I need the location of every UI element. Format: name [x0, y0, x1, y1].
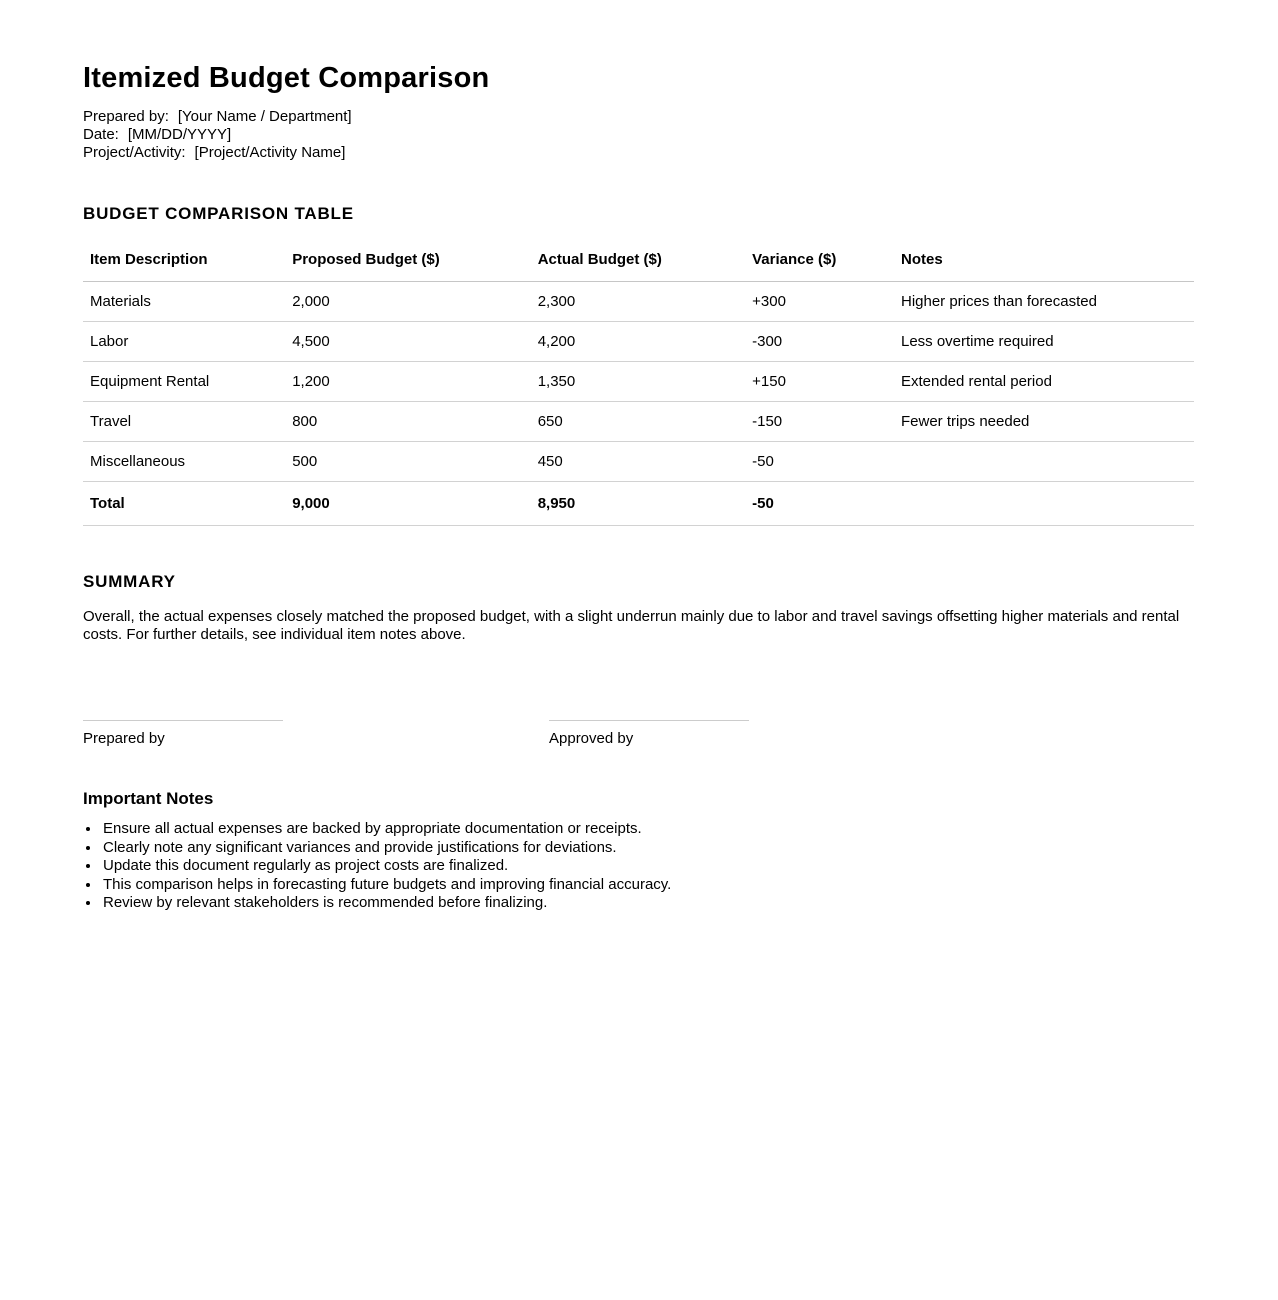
meta-date-label: Date: — [83, 126, 119, 143]
cell-actual: 450 — [531, 442, 745, 482]
cell-actual: 650 — [531, 402, 745, 442]
cell-item: Travel — [83, 402, 285, 442]
approved-by-label: Approved by — [549, 730, 634, 747]
meta-date-value: [MM/DD/YYYY] — [127, 126, 232, 143]
prepared-by-signature-block — [83, 720, 283, 747]
budget-table-heading: BUDGET COMPARISON TABLE — [83, 204, 354, 223]
cell-notes: Higher prices than forecasted — [894, 282, 1194, 322]
table-row — [83, 402, 1194, 442]
prepared-by-label: Prepared by — [83, 730, 165, 747]
cell-proposed: 2,000 — [285, 282, 531, 322]
table-row — [83, 362, 1194, 402]
table-row — [83, 282, 1194, 322]
column-header-variance: Variance ($) — [745, 251, 894, 282]
cell-actual: 2,300 — [531, 282, 745, 322]
summary-paragraph: Overall, the actual expenses closely matched the proposed budget, with a slight underrun mainly due to labor and travel savings offsetting higher materials and rental costs. For further details, see individual item notes above. — [83, 608, 1180, 643]
note-item: • Review by relevant stakeholders is recommended before finalizing. — [101, 894, 1194, 913]
cell-proposed: 500 — [285, 442, 531, 482]
note-item: • Update this document regularly as project costs are finalized. — [101, 857, 1194, 876]
cell-proposed: 4,500 — [285, 322, 531, 362]
table-header-row — [83, 251, 1194, 282]
cell-actual: 1,350 — [531, 362, 745, 402]
note-item: • This comparison helps in forecasting future budgets and improving financial accuracy. — [101, 876, 1194, 895]
table-total-row — [83, 482, 1194, 526]
prepared-by-signature-line — [83, 720, 283, 721]
important-notes-heading: Important Notes — [83, 789, 214, 808]
approved-by-signature-line — [549, 720, 749, 721]
cell-actual: 4,200 — [531, 322, 745, 362]
note-item: • Clearly note any significant variances and provide justifications for deviations. — [101, 839, 1194, 858]
meta-date — [83, 126, 1194, 144]
summary-heading: SUMMARY — [83, 572, 176, 591]
cell-proposed: 800 — [285, 402, 531, 442]
cell-item: Equipment Rental — [83, 362, 285, 402]
cell-notes: Extended rental period — [894, 362, 1194, 402]
cell-item: Materials — [83, 282, 285, 322]
cell-variance: -150 — [745, 402, 894, 442]
cell-notes — [894, 442, 1194, 482]
cell-variance: +150 — [745, 362, 894, 402]
cell-notes: Less overtime required — [894, 322, 1194, 362]
table-row — [83, 322, 1194, 362]
meta-project — [83, 144, 1194, 162]
approved-by-signature-block — [549, 720, 749, 747]
column-header-actual: Actual Budget ($) — [531, 251, 745, 282]
cell-variance-total: -50 — [745, 482, 894, 526]
meta-project-value: [Project/Activity Name] — [194, 144, 346, 161]
cell-variance: +300 — [745, 282, 894, 322]
cell-actual-total: 8,950 — [531, 482, 745, 526]
cell-notes-total — [894, 482, 1194, 526]
cell-variance: -50 — [745, 442, 894, 482]
column-header-proposed: Proposed Budget ($) — [285, 251, 531, 282]
meta-project-label: Project/Activity: — [83, 144, 186, 161]
meta-prepared-by — [83, 108, 1194, 126]
page-title: Itemized Budget Comparison — [83, 62, 490, 94]
meta-prepared-by-label: Prepared by: — [83, 108, 169, 125]
cell-proposed: 1,200 — [285, 362, 531, 402]
column-header-item: Item Description — [83, 251, 285, 282]
cell-proposed-total: 9,000 — [285, 482, 531, 526]
budget-comparison-table — [83, 251, 1194, 526]
cell-item-total: Total — [83, 482, 285, 526]
signature-section — [83, 720, 1194, 747]
document-meta — [83, 108, 1194, 162]
note-item: • Ensure all actual expenses are backed by appropriate documentation or receipts. — [101, 820, 1194, 839]
meta-prepared-by-value: [Your Name / Department] — [177, 108, 352, 125]
cell-item: Labor — [83, 322, 285, 362]
table-row — [83, 442, 1194, 482]
cell-variance: -300 — [745, 322, 894, 362]
cell-notes: Fewer trips needed — [894, 402, 1194, 442]
important-notes-list — [83, 820, 1194, 913]
column-header-notes: Notes — [894, 251, 1194, 282]
cell-item: Miscellaneous — [83, 442, 285, 482]
